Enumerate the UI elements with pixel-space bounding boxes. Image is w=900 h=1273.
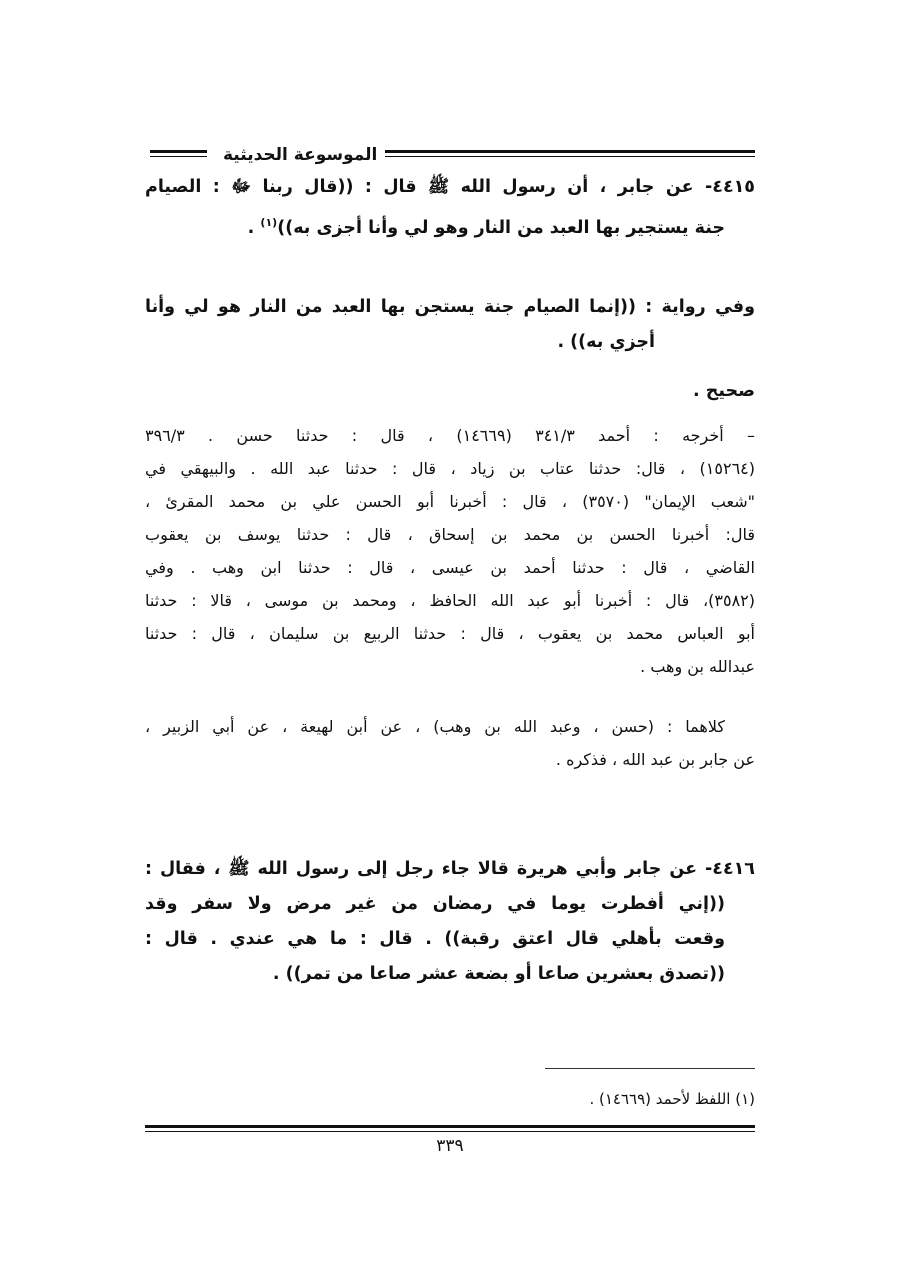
- hadith-4415-line-1: ٤٤١٥- عن جابر ، أن رسول الله ﷺ قال : ((قال ربنا ﷻ : الصيام: [145, 177, 755, 197]
- page-number: ٣٣٩: [436, 1136, 464, 1156]
- hadith-4416-line-3: وقعت بأهلي قال اعتق رقبة)) . قال : ما هي عندي . قال :: [145, 929, 725, 949]
- document-page: [145, 130, 755, 1190]
- hadith-4415-line-2-text: جنة يستجير بها العبد من النار وهو لي وأنا أجزى به)): [277, 217, 725, 238]
- header-rule-left-thick: [385, 150, 755, 153]
- hadith-4416-line-4: ((تصدق بعشرين صاعا أو بضعة عشر صاعا من تمر)) .: [272, 964, 725, 984]
- hadith-4415-line-2-end: .: [247, 217, 261, 238]
- grade: [145, 374, 755, 409]
- takhrij-line-8: عبدالله بن وهب .: [640, 657, 755, 676]
- header-rule-left-thin: [385, 156, 755, 157]
- page-header: [145, 142, 755, 168]
- takhrij-line-1: – أخرجه : أحمد ٣٤١/٣ (١٤٦٦٩) ، قال : حدثنا حسن . ٣٩٦/٣: [145, 426, 756, 445]
- variant-line-2: أجزي به)) .: [557, 332, 655, 352]
- kilahuma-line-2: عن جابر بن عبد الله ، فذكره .: [555, 750, 755, 769]
- takhrij-line-7: أبو العباس محمد بن يعقوب ، قال : حدثنا الربيع بن سليمان ، قال : حدثنا: [145, 624, 755, 643]
- takhrij: [145, 419, 755, 683]
- variant-narration: [145, 290, 755, 360]
- hadith-4415: [145, 170, 755, 246]
- footnote-separator: [545, 1068, 755, 1069]
- bottom-rule-thin: [145, 1131, 755, 1132]
- header-rule-right-thick: [150, 150, 207, 153]
- kilahuma-line-1: كلاهما : (حسن ، وعبد الله بن وهب) ، عن أبن لهيعة ، عن أبي الزبير ،: [145, 717, 725, 736]
- takhrij-line-5: القاضي ، قال : حدثنا أحمد بن عيسى ، قال : حدثنا ابن وهب . وفي: [145, 558, 755, 577]
- hadith-4416-line-1: ٤٤١٦- عن جابر وأبي هريرة قالا جاء رجل إلى رسول الله ﷺ ، فقال :: [145, 859, 755, 879]
- takhrij-line-2: (١٥٢٦٤) ، قال: حدثنا عتاب بن زياد ، قال : حدثنا عبد الله . والبيهقي في: [145, 459, 755, 478]
- hadith-4415-line-2: [145, 205, 755, 246]
- takhrij-line-4: قال: أخبرنا الحسن بن محمد بن إسحاق ، قال : حدثنا يوسف بن يعقوب: [145, 525, 755, 544]
- takhrij-line-3: "شعب الإيمان" (٣٥٧٠) ، قال : أخبرنا أبو الحسن علي بن محمد المقرئ ،: [145, 492, 755, 511]
- header-rule-right-thin: [150, 156, 207, 157]
- bottom-rule-thick: [145, 1125, 755, 1128]
- hadith-4416-line-2: ((إني أفطرت يوما في رمضان من غير مرض ولا سفر وقد: [145, 894, 725, 914]
- footnote-ref: (١): [260, 216, 278, 229]
- page-title: الموسوعة الحديثية: [215, 142, 385, 168]
- variant-line-1: وفي رواية : ((إنما الصيام جنة يستجن بها العبد من النار هو لي وأنا: [145, 297, 755, 317]
- takhrij-line-6: (٣٥٨٢)، قال : أخبرنا أبو عبد الله الحافظ ، ومحمد بن موسى ، قالا : حدثنا: [145, 591, 755, 610]
- kilahuma: [145, 710, 755, 776]
- footnote: (١) اللفظ لأحمد (١٤٦٦٩) .: [589, 1090, 755, 1108]
- hadith-4416: [145, 852, 755, 992]
- grade-text: صحيح .: [692, 381, 755, 401]
